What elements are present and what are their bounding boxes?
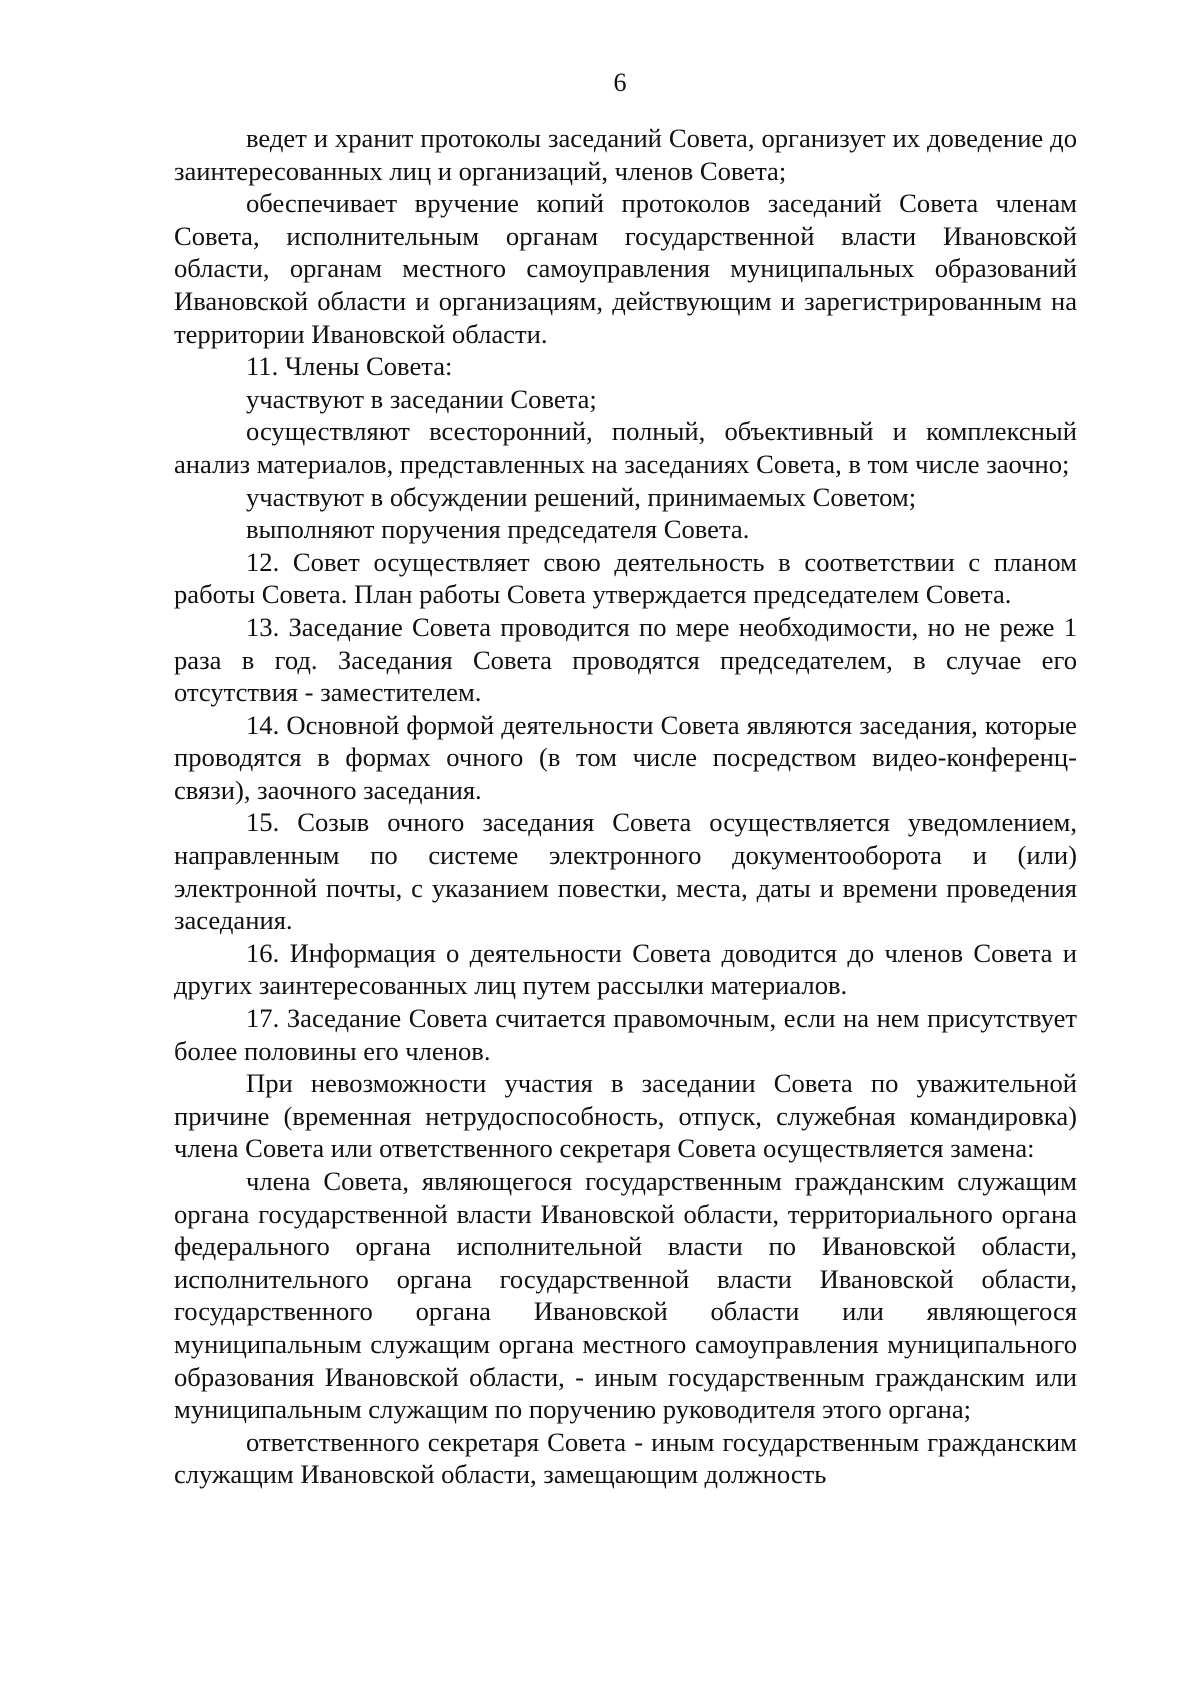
paragraph: выполняют поручения председателя Совета. [246,514,750,545]
document-body [174,122,1077,1491]
paragraph: 11. Члены Совета: [246,351,453,382]
paragraph: 12. Совет осуществляет свою деятельность в соответствии с планом работы Совета. План работы Совета утверждается председателем Совета. [174,546,1077,610]
paragraph: ответственного секретаря Совета - иным государственным гражданским служащим Ивановской области, замещающим должность [174,1426,1077,1490]
paragraph: При невозможности участия в заседании Совета по уважительной причине (временная нетрудоспособность, отпуск, служебная командировка) члена Совета или ответственного секретаря Совета осуществляется замена: [174,1068,1077,1164]
paragraph: 14. Основной формой деятельности Совета являются заседания, которые проводятся в формах очного (в том числе посредством видео-конференц-связи), заочного заседания. [174,709,1077,805]
paragraph: 16. Информация о деятельности Совета доводится до членов Совета и других заинтересованных лиц путем рассылки материалов. [174,937,1077,1001]
paragraph: члена Совета, являющегося государственным гражданским служащим органа государственной власти Ивановской области, территориального органа федерального органа исполнительной власти по Ивановской области, исполнительного органа государственной власти Ивановской области, государственного органа Ивановской области или являющегося муниципальным служащим органа местного самоуправления муниципального образования Ивановской области, - иным государственным гражданским или муниципальным служащим по поручению руководителя этого органа; [174,1166,1077,1425]
paragraph: обеспечивает вручение копий протоколов заседаний Совета членам Совета, исполнительным органам государственной власти Ивановской области, органам местного самоуправления муниципальных образований Ивановской области и организациям, действующим и зарегистрированным на территории Ивановской области. [174,188,1077,349]
page-number: 6 [613,68,627,97]
paragraph: осуществляют всесторонний, полный, объективный и комплексный анализ материалов, представленных на заседаниях Совета, в том числе заочно; [174,416,1077,479]
paragraph: ведет и хранит протоколы заседаний Совета, организует их доведение до заинтересованных лиц и организаций, членов Совета; [174,123,1077,186]
paragraph: 17. Заседание Совета считается правомочным, если на нем присутствует более половины его членов. [174,1003,1077,1066]
paragraph: 15. Созыв очного заседания Совета осуществляется уведомлением, направленным по системе электронного документооборота и (или) электронной почты, с указанием повестки, места, даты и времени проведения заседания. [174,807,1077,936]
paragraph: участвуют в обсуждении решений, принимаемых Советом; [246,481,917,512]
paragraph: участвуют в заседании Совета; [246,383,597,414]
paragraph: 13. Заседание Совета проводится по мере необходимости, но не реже 1 раза в год. Заседания Совета проводятся председателем, в случае его отсутствия - заместителем. [174,611,1077,708]
